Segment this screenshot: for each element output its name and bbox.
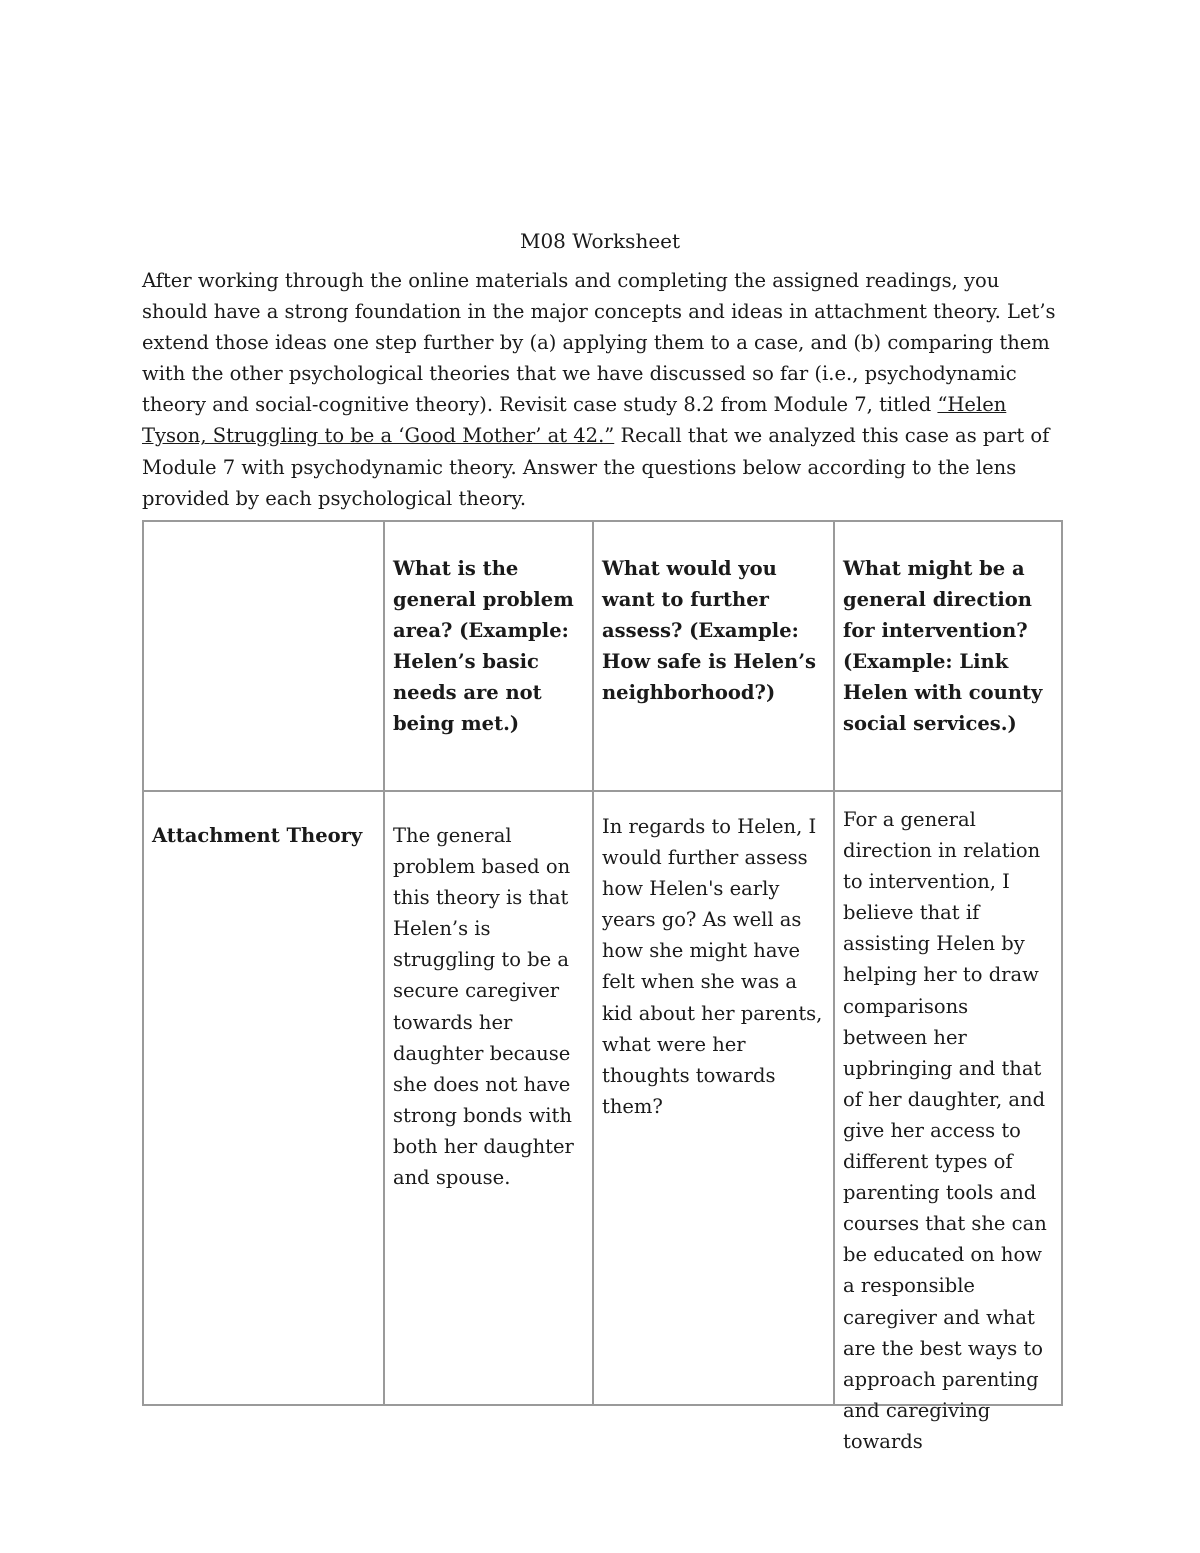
assess-cell[interactable]	[593, 791, 834, 1405]
header-cell-problem	[384, 521, 593, 791]
intervention-cell[interactable]	[834, 791, 1062, 1453]
intro-text-start: After working through the online materials and completing the assigned readings, you should have a strong foundation in the major concepts and ideas in attachment theory. Let’s extend those ideas one step further by (a) applying them to a case, and (b) comparing them with the other psychological theories that we have discussed so far (i.e., psychodynamic theory and social-cognitive theory). Revisit case study 8.2 from Module 7, titled	[142, 269, 1056, 417]
page-title: M08 Worksheet	[519, 229, 681, 253]
header-cell-assess	[593, 521, 834, 791]
header-label-empty	[144, 522, 383, 553]
worksheet-table	[142, 520, 1063, 1453]
table-row	[143, 791, 1062, 1405]
intro-text-end: Recall that we analyzed this case as part of Module 7 with psychodynamic theory. Answer the questions below according to the lens provided by each psychological theory.	[142, 424, 1050, 510]
header-cell-empty	[143, 521, 384, 791]
problem-cell[interactable]	[384, 791, 593, 1405]
case-study-link[interactable]: “Helen Tyson, Struggling to be a ‘Good Mother’ at 42.”	[142, 393, 1007, 448]
problem-answer: The general problem based on this theory is that Helen’s is struggling to be a secure caregiver towards her daughter because she does not have strong bonds with both her daughter and spouse.	[393, 824, 574, 1190]
intervention-answer: For a general direction in relation to intervention, I believe that if assisting Helen by helping her to draw comparisons between her upbringing and that of her daughter, and give her access to different types of parenting tools and courses that she can be educated on how a responsible caregiver and what are the best ways to approach parenting and caregiving towards	[843, 808, 1047, 1453]
header-problem-area: What is the general problem area? (Example: Helen’s basic needs are not being met.)	[393, 557, 574, 736]
row-label-attachment-theory: Attachment Theory	[152, 824, 363, 847]
header-cell-intervention	[834, 521, 1062, 791]
table-header-row	[143, 521, 1062, 791]
row-label-cell	[143, 791, 384, 1405]
header-further-assess: What would you want to further assess? (Example: How safe is Helen’s neighborhood?)	[602, 557, 816, 705]
intro-paragraph	[142, 265, 1067, 514]
assess-answer: In regards to Helen, I would further assess how Helen's early years go? As well as how she might have felt when she was a kid about her parents, what were her thoughts towards them?	[602, 815, 823, 1118]
header-intervention-direction: What might be a general direction for intervention? (Example: Link Helen with county social services.)	[843, 557, 1043, 736]
